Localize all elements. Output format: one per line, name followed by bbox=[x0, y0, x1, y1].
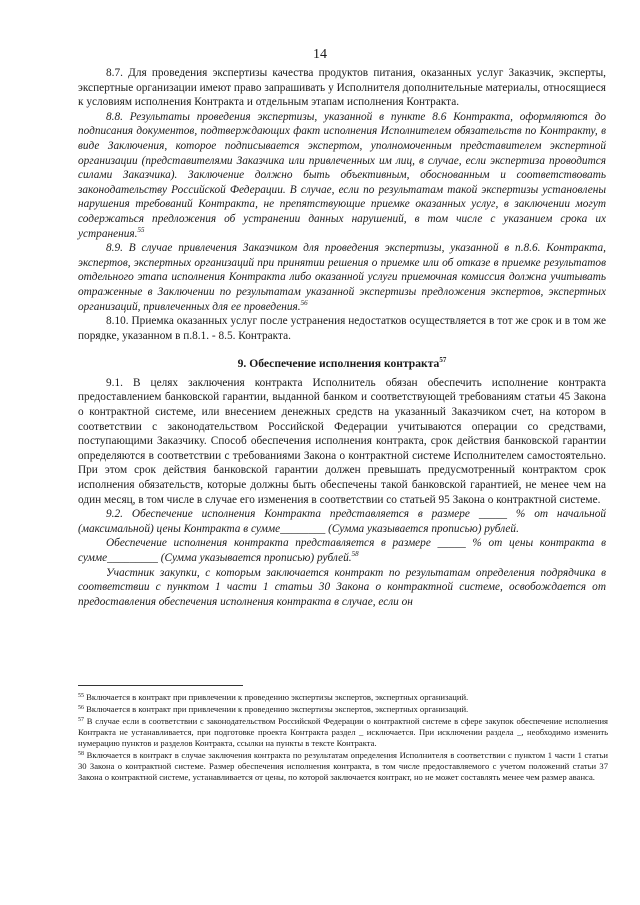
paragraph-8-9-text: 8.9. В случае привлечения Заказчиком для проведения экспертизы, указанной в п.8.6. Контракта, экспертов, экспертных организаций при принятии решения о приемке или об отказе в приемке результатов отдельного этапа исполнения Контракта либо оказанной услуги приемочная комиссия должна учитывать отраженные в Заключении по результатам указанной экспертизы предложения экспертов, экспертных организаций, привлеченных для ее проведения. bbox=[78, 242, 606, 313]
footnotes bbox=[78, 692, 608, 784]
footnote-mark: 57 bbox=[78, 717, 84, 723]
footnote-ref-56[interactable]: 56 bbox=[300, 298, 308, 307]
paragraph-9-1: 9.1. В целях заключения контракта Исполнитель обязан обеспечить исполнение контракта предоставлением банковской гарантии, выданной банком и соответствующей требованиям статьи 45 Закона о контрактной системе, или внесением денежных средств на указанный Заказчиком счет, на котором в соответствии с законодательством Российской Федерации учитываются операции со средствами, поступающими Заказчику. Способ обеспечения исполнения контракта, срок действия банковской гарантии определяются в соответствии с требованиями Закона о контрактной системе Исполнителем самостоятельно. При этом срок действия банковской гарантии должен превышать предусмотренный контрактом срок исполнения обязательств, которые должны быть обеспечены такой банковской гарантией, не менее чем на один месяц, в том числе в случае его изменения в соответствии со статьей 95 Закона о контрактной системе. bbox=[78, 376, 606, 506]
footnote-mark: 58 bbox=[78, 751, 84, 757]
body-text bbox=[78, 66, 606, 609]
footnote-mark: 55 bbox=[78, 693, 84, 699]
paragraph-9-2: 9.2. Обеспечение исполнения Контракта представляется в размере _____ % от начальной (максимальной) цены Контракта в сумме________ (Сумма указывается прописью) рублей. bbox=[78, 508, 606, 535]
paragraph-8-8 bbox=[78, 110, 606, 241]
footnote-text: Включается в контракт при привлечении к проведению экспертизы экспертов, экспертных организаций. bbox=[86, 692, 469, 702]
paragraph-9-2-alt-text: Обеспечение исполнения контракта представляется в размере _____ % от цены контракта в сумме_________ (Сумма указывается прописью) рублей. bbox=[78, 537, 606, 564]
footnote-55 bbox=[78, 692, 608, 703]
footnote-ref-55[interactable]: 55 bbox=[137, 225, 145, 234]
footnote-divider bbox=[78, 685, 243, 686]
footnote-text: Включается в контракт в случае заключения контракта по результатам определения Исполнителя в соответствии с пунктом 1 части 1 статьи 30 Закона о контрактной системе. Размер обеспечения исполнения контракта, в том числе предоставляемого с учетом положений статьи 37 Закона о контрактной системе, устанавливается от цены, по которой заключается контракт, но не может составлять менее чем размер аванса. bbox=[78, 750, 608, 782]
footnote-text: Включается в контракт при привлечении к проведению экспертизы экспертов, экспертных организаций. bbox=[86, 704, 469, 714]
paragraph-9-2-exemption: Участник закупки, с которым заключается контракт по результатам определения подрядчика в соответствии с пунктом 1 части 1 статьи 30 Закона о контрактной системе, освобождается от предоставления обеспечения исполнения контракта в случае, если он bbox=[78, 566, 606, 608]
page-number: 14 bbox=[313, 47, 327, 62]
paragraph-8-10: 8.10. Приемка оказанных услуг после устранения недостатков осуществляется в тот же срок и в том же порядке, указанном в п.8.1. - 8.5. Контракта. bbox=[78, 315, 606, 342]
paragraph-9-2-alt bbox=[78, 536, 606, 565]
section-9-heading bbox=[78, 357, 606, 372]
section-9-heading-text: 9. Обеспечение исполнения контракта bbox=[237, 357, 440, 371]
paragraph-8-9 bbox=[78, 241, 606, 314]
footnote-ref-58[interactable]: 58 bbox=[351, 550, 359, 558]
paragraph-8-7: 8.7. Для проведения экспертизы качества продуктов питания, оказанных услуг Заказчик, эксперты, экспертные организации имеют право запрашивать у Исполнителя дополнительные материалы, относящиеся к условиям исполнения Контракта и отдельным этапам исполнения Контракта. bbox=[78, 67, 606, 109]
footnote-text: В случае если в соответствии с законодательством Российской Федерации о контрактной системе в сфере закупок обеспечение исполнения Контракта не устанавливается, при подготовке проекта Контракта раздел _ исключается. При исключении раздела _, необходимо изменить нумерацию пунктов и разделов Контракта, ссылки на пункты в тексте Контракта. bbox=[78, 716, 608, 748]
footnote-57 bbox=[78, 716, 608, 749]
footnote-ref-57[interactable]: 57 bbox=[439, 356, 447, 365]
footnote-mark: 56 bbox=[78, 705, 84, 711]
footnote-58 bbox=[78, 750, 608, 783]
paragraph-8-8-text: 8.8. Результаты проведения экспертизы, указанной в пункте 8.6 Контракта, оформляются до подписания документов, подтверждающих факт исполнения Исполнителем обязательств по Контракту, в виде Заключения, которое подписывается экспертом, уполномоченным представителем экспертной организации (представителями Заказчика или привлеченных им лиц, в случае, если экспертиза проводится силами Заказчика). Заключение должно быть объективным, обоснованным и соответствовать законодательству Российской Федерации. В случае, если по результатам такой экспертизы установлены нарушения требований Контракта, не препятствующие приемке оказанных услуг, в заключении могут содержаться предложения об устранении данных нарушений, в том числе с указанием срока их устранения. bbox=[78, 110, 606, 240]
footnote-56 bbox=[78, 704, 608, 715]
